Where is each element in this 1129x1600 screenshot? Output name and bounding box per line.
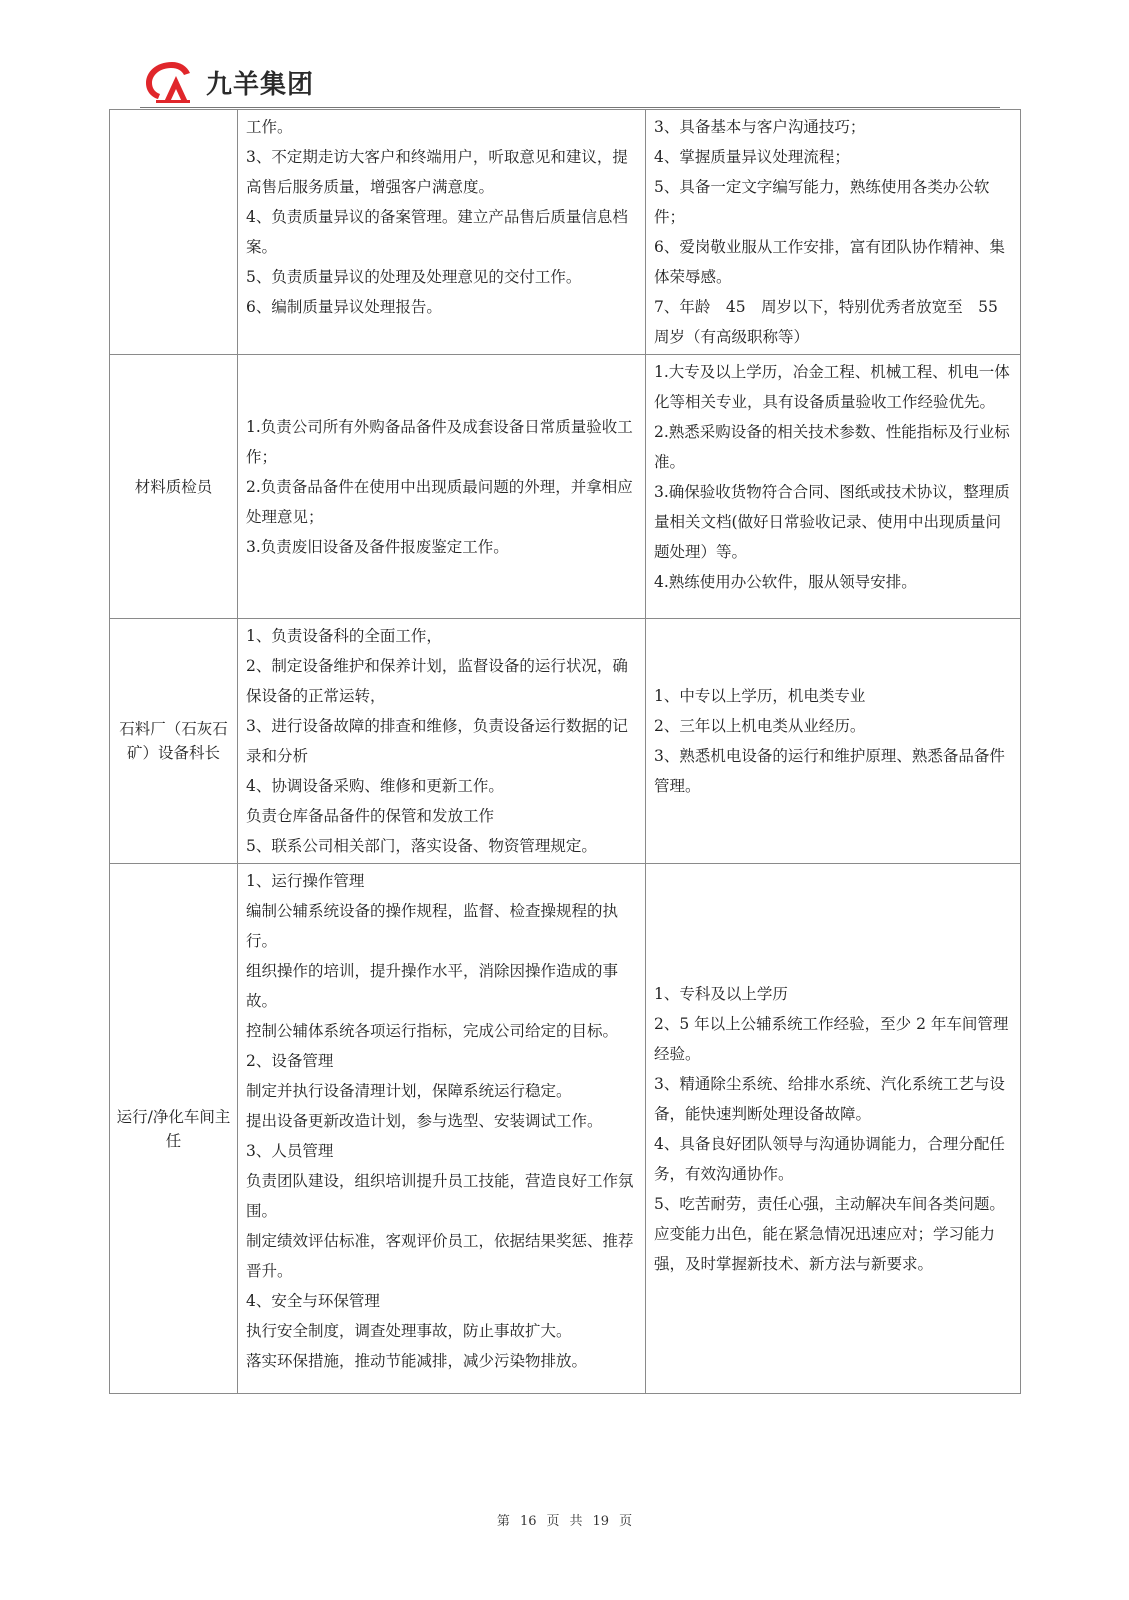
duty-line: 2、制定设备维护和保养计划，监督设备的运行状况，确保设备的正常运转， — [246, 657, 628, 705]
position-duties — [238, 110, 646, 355]
duty-line: 3、进行设备故障的排查和维修，负责设备运行数据的记录和分析 — [246, 717, 628, 765]
duty-line: 4、安全与环保管理 — [246, 1292, 380, 1310]
duty-line: 5、负责质量异议的处理及处理意见的交付工作。 — [246, 268, 582, 286]
duty-line: 组织操作的培训，提升操作水平，消除因操作造成的事故。 — [246, 962, 619, 1010]
duty-line: 4、负责质量异议的备案管理。建立产品售后质量信息档案。 — [246, 208, 628, 256]
position-title — [110, 110, 238, 355]
footer-total-word: 共 — [569, 1514, 583, 1529]
jiuyang-logo-icon — [142, 56, 204, 106]
duty-line: 编制公辅系统设备的操作规程，监督、检查操规程的执行。 — [246, 902, 619, 950]
total-pages-number: 19 — [592, 1514, 610, 1529]
duty-line: 1、运行操作管理 — [246, 872, 365, 890]
job-row — [110, 110, 1021, 355]
duty-line: 3、不定期走访大客户和终端用户，听取意见和建议，提高售后服务质量，增强客户满意度。 — [246, 148, 628, 196]
requirement-line: 3.确保验收货物符合合同、图纸或技术协议，整理质量相关文档(做好日常验收记录、使用中出现质量问题处理）等。 — [654, 483, 1010, 561]
duty-line: 制定并执行设备清理计划，保障系统运行稳定。 — [246, 1082, 572, 1100]
footer-suffix: 页 — [619, 1514, 633, 1529]
duty-line: 4、协调设备采购、维修和更新工作。 — [246, 777, 504, 795]
job-row — [110, 355, 1021, 619]
requirement-line: 6、爱岗敬业服从工作安排，富有团队协作精神、集体荣辱感。 — [654, 238, 1005, 286]
requirement-line: 5、吃苦耐劳，责任心强，主动解决车间各类问题。应变能力出色，能在紧急情况迅速应对；学习能力强，及时掌握新技术、新方法与新要求。 — [654, 1194, 1005, 1273]
duty-line: 1.负责公司所有外购备品备件及成套设备日常质量验收工作； — [246, 417, 633, 466]
duty-line: 工作。 — [246, 118, 293, 136]
duty-line: 3.负责废旧设备及备件报废鉴定工作。 — [246, 537, 509, 556]
position-requirements — [646, 355, 1021, 619]
requirement-line: 3、精通除尘系统、给排水系统、汽化系统工艺与设备，能快速判断处理设备故障。 — [654, 1074, 1005, 1123]
requirement-line: 2.熟悉采购设备的相关技术参数、性能指标及行业标准。 — [654, 423, 1010, 471]
current-page-number: 16 — [519, 1514, 537, 1529]
requirement-line: 1、中专以上学历，机电类专业 — [654, 687, 866, 705]
duty-line: 5、联系公司相关部门，落实设备、物资管理规定。 — [246, 837, 597, 855]
company-name: 九羊集团 — [206, 70, 315, 100]
requirement-line: 3、具备基本与客户沟通技巧； — [654, 118, 866, 136]
duty-line: 负责团队建设，组织培训提升员工技能，营造良好工作氛围。 — [246, 1172, 634, 1220]
position-title: 运行/净化车间主任 — [110, 864, 238, 1394]
duty-line: 3、人员管理 — [246, 1142, 334, 1160]
duty-line: 1、负责设备科的全面工作， — [246, 627, 442, 645]
requirement-line: 2、5 年以上公辅系统工作经验，至少 2 年车间管理经验。 — [654, 1014, 1009, 1063]
position-duties — [238, 864, 646, 1394]
duty-line: 2.负责备品备件在使用中出现质最问题的外理，并拿相应处理意见； — [246, 477, 633, 526]
requirement-line: 5、具备一定文字编写能力，熟练使用各类办公软件； — [654, 178, 990, 226]
duty-line: 执行安全制度，调查处理事故，防止事故扩大。 — [246, 1322, 572, 1340]
page-header — [140, 50, 1000, 108]
position-duties — [238, 619, 646, 864]
position-duties — [238, 355, 646, 619]
duty-line: 提出设备更新改造计划，参与选型、安装调试工作。 — [246, 1112, 603, 1130]
footer-page-word: 页 — [546, 1514, 560, 1529]
header-divider — [140, 107, 1000, 108]
requirement-line: 3、熟悉机电设备的运行和维护原理、熟悉备品备件管理。 — [654, 747, 1005, 795]
duty-line: 6、编制质量异议处理报告。 — [246, 298, 442, 316]
requirement-line: 2、三年以上机电类从业经历。 — [654, 717, 866, 735]
duty-line: 控制公辅体系统各项运行指标，完成公司给定的目标。 — [246, 1022, 619, 1040]
requirement-line: 4、掌握质量异议处理流程； — [654, 148, 850, 166]
position-requirements — [646, 864, 1021, 1394]
duty-line: 落实环保措施，推动节能减排，减少污染物排放。 — [246, 1352, 588, 1370]
position-title: 石料厂（石灰石矿）设备科长 — [110, 619, 238, 864]
position-requirements — [646, 110, 1021, 355]
requirement-line: 1、专科及以上学历 — [654, 984, 788, 1003]
job-row — [110, 619, 1021, 864]
duty-line: 制定绩效评估标准，客观评价员工，依据结果奖惩、推荐晋升。 — [246, 1232, 634, 1280]
footer-prefix: 第 — [496, 1514, 510, 1529]
job-row — [110, 864, 1021, 1394]
requirement-line: 1.大专及以上学历，冶金工程、机械工程、机电一体化等相关专业，具有设备质量验收工作经验优先。 — [654, 363, 1010, 411]
requirement-line: 4.熟练使用办公软件，服从领导安排。 — [654, 573, 917, 591]
requirement-line: 4、具备良好团队领导与沟通协调能力，合理分配任务，有效沟通协作。 — [654, 1134, 1005, 1183]
requirement-line: 7、年龄 45 周岁以下，特别优秀者放宽至 55 周岁（有高级职称等） — [654, 298, 1014, 346]
page-footer — [0, 1510, 1129, 1529]
duty-line: 负责仓库备品备件的保管和发放工作 — [246, 807, 495, 825]
position-title: 材料质检员 — [110, 355, 238, 619]
duty-line: 2、设备管理 — [246, 1052, 334, 1070]
position-requirements — [646, 619, 1021, 864]
job-table — [109, 109, 1021, 1394]
